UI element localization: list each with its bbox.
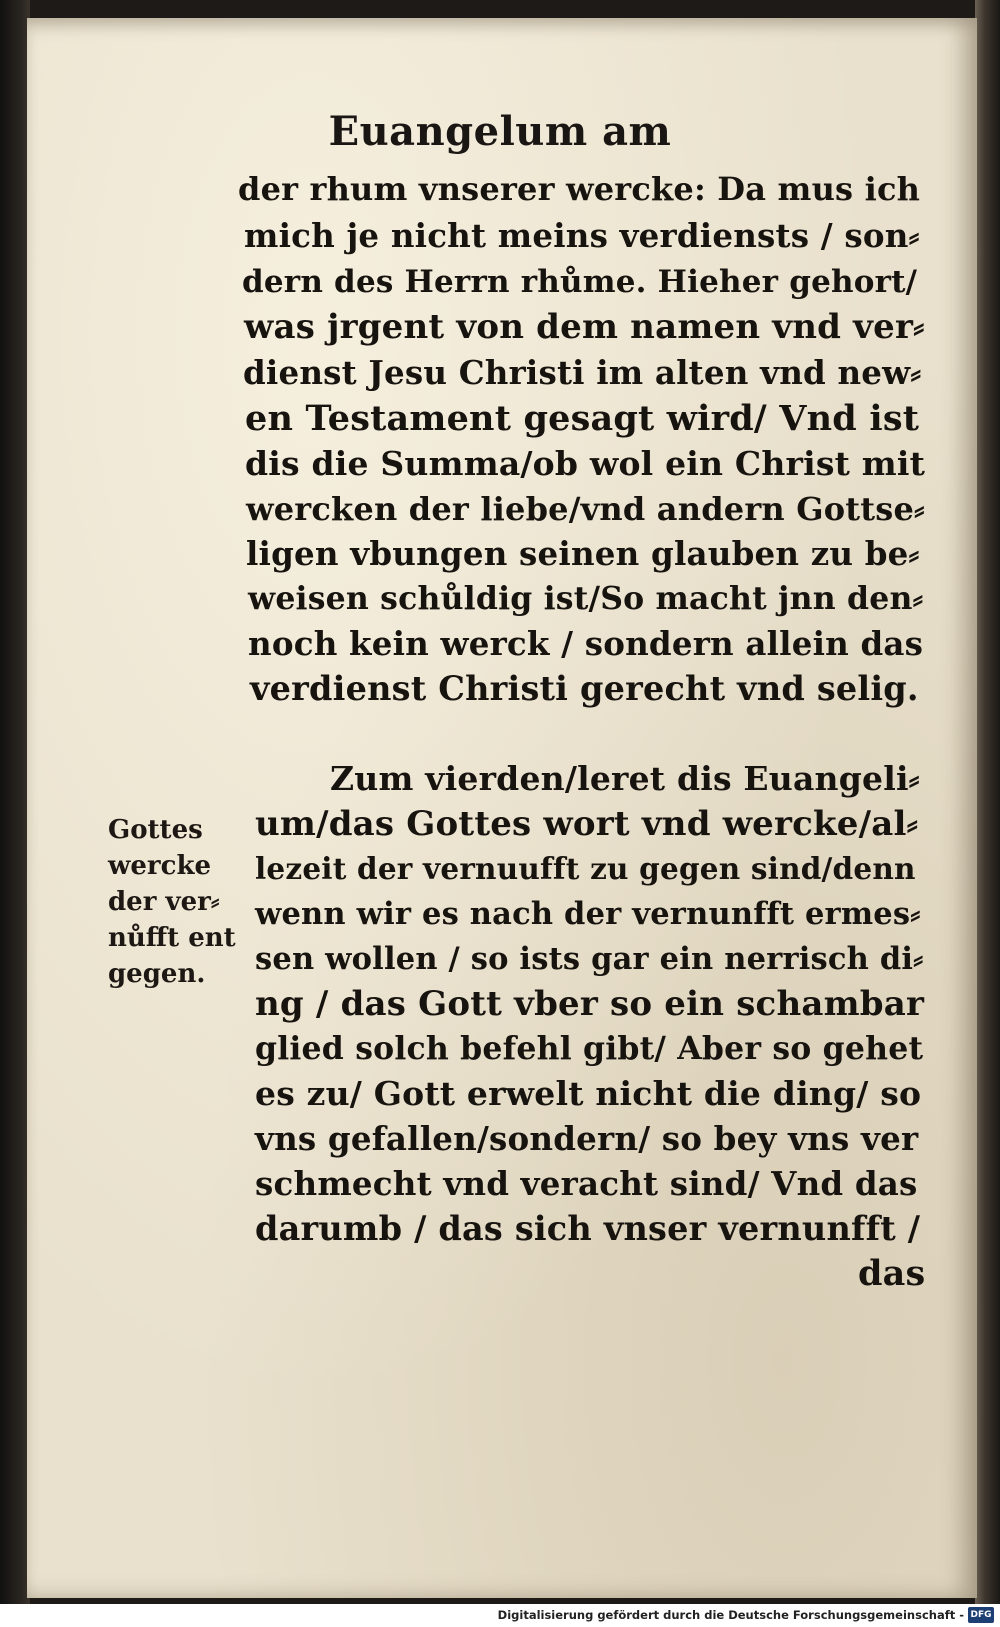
text-line: es zu/ Gott erwelt nicht die ding/ so xyxy=(255,1074,922,1113)
text-line: Zum vierden/leret dis Euangeli⸗ xyxy=(330,759,920,798)
text-line: mich je nicht meins verdiensts / son⸗ xyxy=(244,216,920,255)
text-line: weisen schůldig ist/So macht jnn den⸗ xyxy=(248,580,924,617)
digitization-footer xyxy=(0,1604,1000,1627)
text-line: noch kein werck / sondern allein das xyxy=(248,624,924,663)
text-line: was jrgent von dem namen vnd ver⸗ xyxy=(244,307,925,347)
text-line: der rhum vnserer wercke: Da mus ich xyxy=(238,170,921,208)
scan-background-right xyxy=(975,0,1000,1627)
funding-credit: Digitalisierung gefördert durch die Deutsche Forschungsgemeinschaft - xyxy=(497,1608,964,1622)
scan-background-left xyxy=(0,0,30,1627)
text-line: vns gefallen/sondern/ so bey vns ver xyxy=(255,1119,919,1158)
running-head: Euangelum am xyxy=(328,108,672,155)
text-line: wenn wir es nach der vernunfft ermes⸗ xyxy=(255,896,921,932)
gloss-line: gegen. xyxy=(108,959,206,989)
text-line: verdienst Christi gerecht vnd selig. xyxy=(250,669,919,708)
text-line: wercken der liebe/vnd andern Gottse⸗ xyxy=(246,490,925,528)
gloss-line: Gottes xyxy=(108,815,203,845)
text-line: dis die Summa/ob wol ein Christ mit xyxy=(245,444,926,483)
text-line: darumb / das sich vnser vernunfft / xyxy=(255,1209,921,1248)
marginal-gloss xyxy=(108,812,248,992)
text-line: um/das Gottes wort vnd wercke/al⸗ xyxy=(255,804,919,844)
text-line: ligen vbungen seinen glauben zu be⸗ xyxy=(246,534,920,573)
text-line: lezeit der vernuufft zu gegen sind/denn xyxy=(255,851,916,886)
text-line: en Testament gesagt wird/ Vnd ist xyxy=(245,398,920,439)
catchword: das xyxy=(858,1253,926,1294)
text-line: sen wollen / so ists gar ein nerrisch di⸗ xyxy=(255,941,924,977)
text-line: glied solch befehl gibt/ Aber so gehet xyxy=(255,1030,924,1067)
gloss-line: nůfft ent xyxy=(108,923,236,953)
dfg-logo: DFG xyxy=(968,1607,994,1623)
text-line: dienst Jesu Christi im alten vnd new⸗ xyxy=(243,353,922,392)
text-line: dern des Herrn rhůme. Hieher gehort/ xyxy=(242,264,918,300)
gloss-line: der ver⸗ xyxy=(108,887,220,917)
text-line: schmecht vnd veracht sind/ Vnd das xyxy=(255,1164,918,1203)
gloss-line: wercke xyxy=(108,851,212,881)
text-line: ng / das Gott vber so ein schambar xyxy=(255,984,925,1024)
